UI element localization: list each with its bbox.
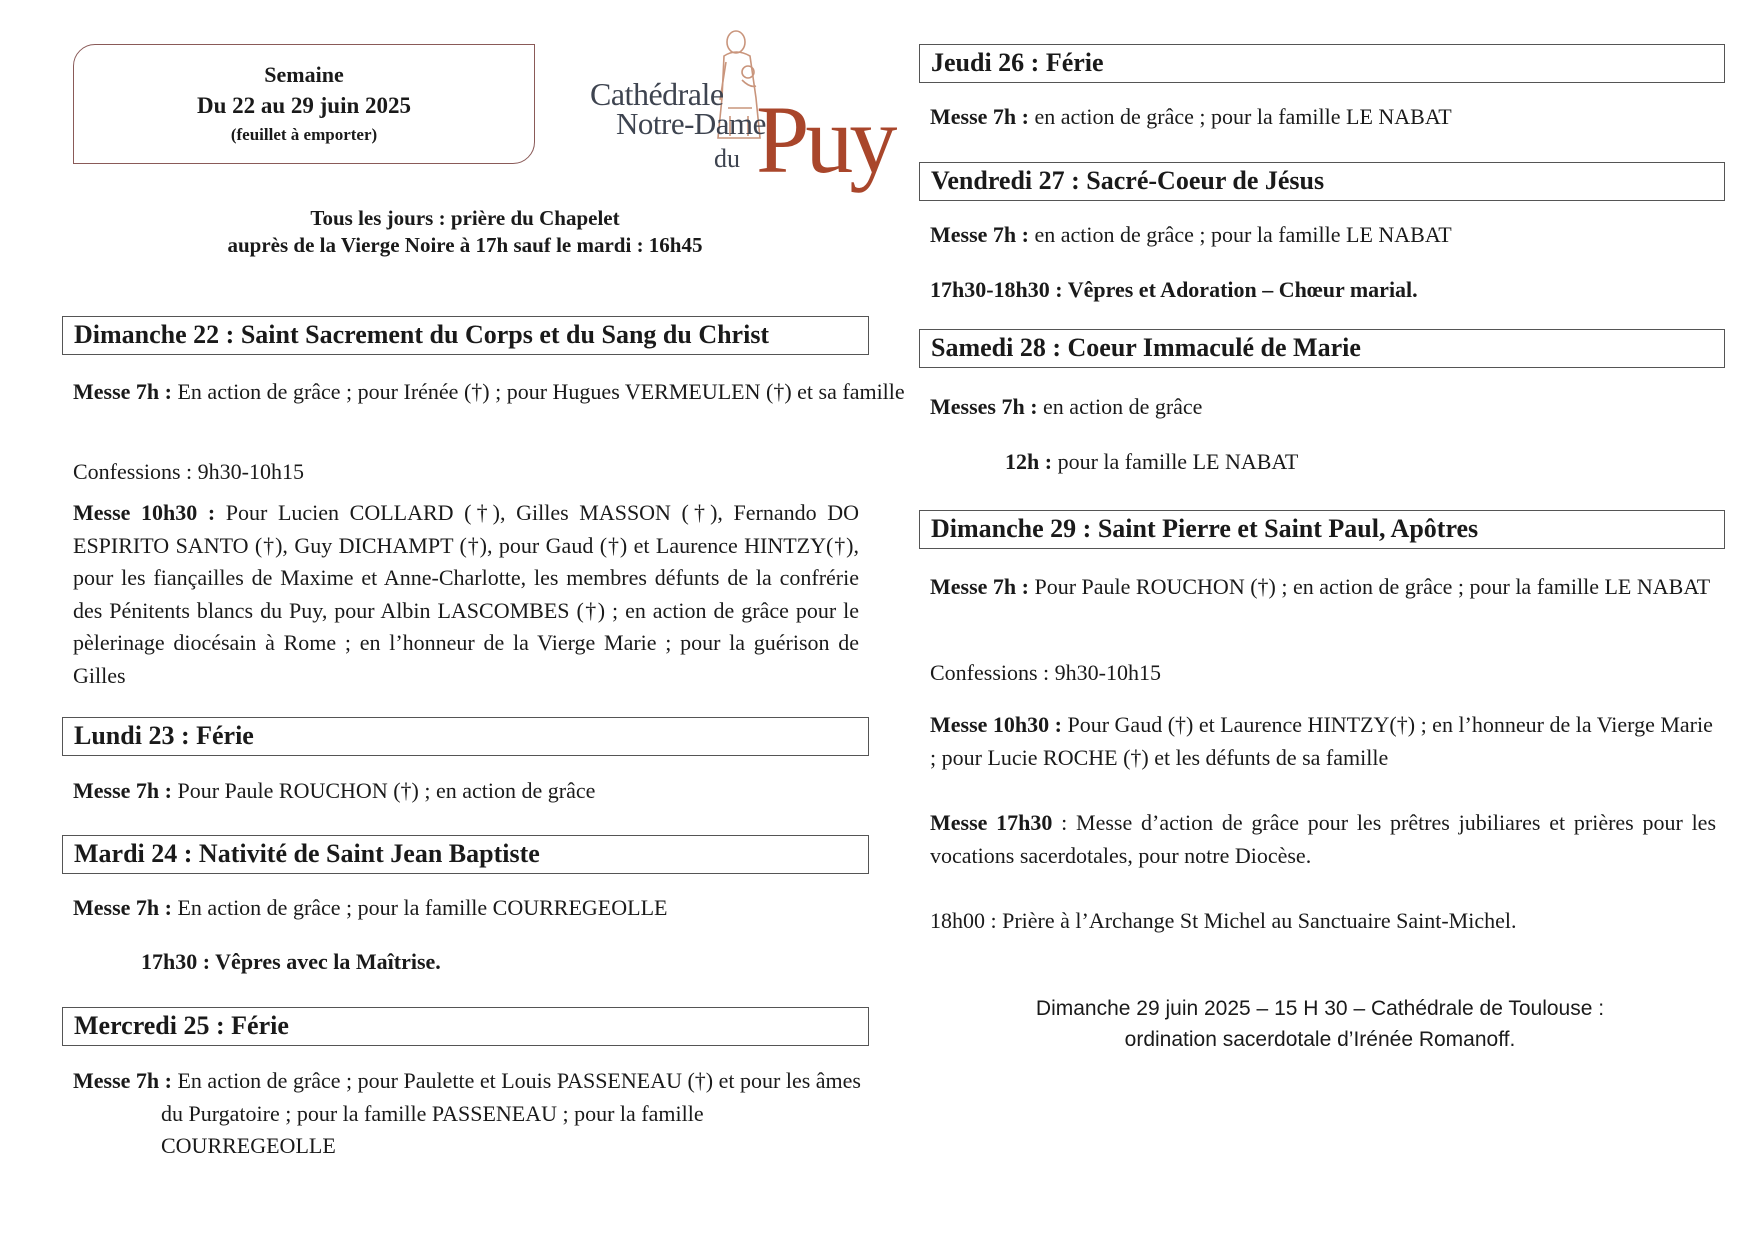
mass-intentions: Pour Gaud (†) et Laurence HINTZY(†) ; en l’honneur de la Vierge Marie ; pour Lucie ROCHE (†) et les défunts de sa famille (930, 712, 1713, 770)
logo-line-puy: Puy (756, 86, 894, 193)
mass-intentions: : Messe d’action de grâce pour les prêtres jubiliares et prières pour les vocations sacerdotales, pour notre Diocèse. (930, 810, 1717, 868)
mass-time-label: Messe 17h30 (930, 810, 1053, 835)
mass-time-label: Messe 10h30 : (73, 500, 216, 525)
mass-entry (73, 892, 667, 925)
vespers-entry: 17h30 : Vêpres avec la Maîtrise. (141, 949, 441, 974)
ordination-line-2: ordination sacerdotale d’Irénée Romanoff. (1124, 1028, 1516, 1051)
mass-time-label: Messe 7h : (73, 379, 172, 404)
mass-time-label: Messe 7h : (73, 1068, 172, 1093)
logo-line-cathedrale: Cathédrale (590, 76, 724, 112)
mass-entry (930, 807, 1716, 872)
mass-time-label: Messes 7h : (930, 394, 1038, 419)
mass-intentions: En action de grâce ; pour Irénée (†) ; pour Hugues VERMEULEN (†) et sa famille (171, 379, 905, 404)
week-box (73, 44, 535, 164)
mass-entry (930, 101, 1452, 134)
mass-entry (73, 497, 859, 692)
logo-line-notre-dame: Notre-Dame (616, 106, 766, 141)
mass-intentions: pour la famille LE NABAT (1052, 449, 1299, 474)
rosary-line-2: auprès de la Vierge Noire à 17h sauf le mardi : 16h45 (227, 233, 703, 257)
cathedral-logo (586, 28, 894, 206)
mass-intentions: en action de grâce (1037, 394, 1203, 419)
mass-intentions: en action de grâce ; pour la famille LE NABAT (1028, 104, 1452, 129)
take-away-note: (feuillet à emporter) (230, 125, 378, 144)
day-header-samedi-28: Samedi 28 : Coeur Immaculé de Marie (919, 329, 1725, 368)
day-header-mardi-24: Mardi 24 : Nativité de Saint Jean Baptiste (62, 835, 869, 874)
prayer-entry: 18h00 : Prière à l’Archange St Michel au Sanctuaire Saint-Michel. (930, 908, 1517, 933)
day-header-lundi-23: Lundi 23 : Férie (62, 717, 869, 756)
mass-intentions: Pour Paule ROUCHON (†) ; en action de grâce ; pour la famille LE NABAT (1028, 574, 1711, 599)
mass-intentions: En action de grâce ; pour la famille COURREGEOLLE (171, 895, 668, 920)
mass-time-label: Messe 7h : (73, 895, 172, 920)
mass-entry (930, 571, 1754, 604)
day-header-dimanche-22: Dimanche 22 : Saint Sacrement du Corps et du Sang du Christ (62, 316, 869, 355)
mass-time-label: Messe 7h : (930, 104, 1029, 129)
daily-rosary-notice (60, 205, 870, 259)
day-header-jeudi-26: Jeudi 26 : Férie (919, 44, 1725, 83)
mass-time-label: Messe 7h : (930, 222, 1029, 247)
day-header-dimanche-29: Dimanche 29 : Saint Pierre et Saint Paul, Apôtres (919, 510, 1725, 549)
day-header-vendredi-27: Vendredi 27 : Sacré-Coeur de Jésus (919, 162, 1725, 201)
mass-time-label: Messe 7h : (73, 778, 172, 803)
mass-time-label: Messe 7h : (930, 574, 1029, 599)
mass-intentions: Pour Lucien COLLARD (†), Gilles MASSON (†), Fernando DO ESPIRITO SANTO (†), Guy DICHAMPT (†), pour Gaud (†) et Laurence HINTZY(†), pour les fiançailles de Maxime et Anne-Charlotte, les membres défunts de la confrérie des Pénitents blancs du Puy, pour Albin LASCOMBES (†) ; en action de grâce pour le pèlerinage diocésain à Rome ; en l’honneur de la Vierge Marie ; pour la guérison de Gilles (73, 500, 859, 688)
date-range: Du 22 au 29 juin 2025 (196, 93, 412, 118)
mass-time-label: Messe 10h30 : (930, 712, 1062, 737)
logo-line-du: du (714, 144, 740, 173)
rosary-line-1: Tous les jours : prière du Chapelet (310, 206, 620, 230)
mass-intentions: Pour Paule ROUCHON (†) ; en action de grâce (171, 778, 596, 803)
confessions-entry: Confessions : 9h30-10h15 (73, 459, 304, 484)
mass-entry (73, 1065, 881, 1163)
ordination-line-1: Dimanche 29 juin 2025 – 15 H 30 – Cathédrale de Toulouse : (1035, 997, 1605, 1020)
mass-entry (1005, 446, 1298, 479)
ordination-notice (920, 993, 1720, 1055)
mass-entry (73, 376, 951, 409)
confessions-entry: Confessions : 9h30-10h15 (930, 660, 1161, 685)
mass-time-label: 12h : (1005, 449, 1053, 474)
day-header-mercredi-25: Mercredi 25 : Férie (62, 1007, 869, 1046)
mass-intentions: en action de grâce ; pour la famille LE NABAT (1028, 222, 1452, 247)
mass-intentions: En action de grâce ; pour Paulette et Louis PASSENEAU (†) et pour les âmes du Purgatoire ; pour la famille PASSENEAU ; pour la famille COURREGEOLLE (161, 1068, 861, 1158)
mass-entry (930, 219, 1452, 252)
week-label: Semaine (264, 62, 344, 87)
mass-entry (930, 391, 1202, 424)
mass-entry (73, 775, 595, 808)
mass-entry (930, 709, 1720, 774)
vespers-adoration-entry: 17h30-18h30 : Vêpres et Adoration – Chœur marial. (930, 277, 1418, 302)
